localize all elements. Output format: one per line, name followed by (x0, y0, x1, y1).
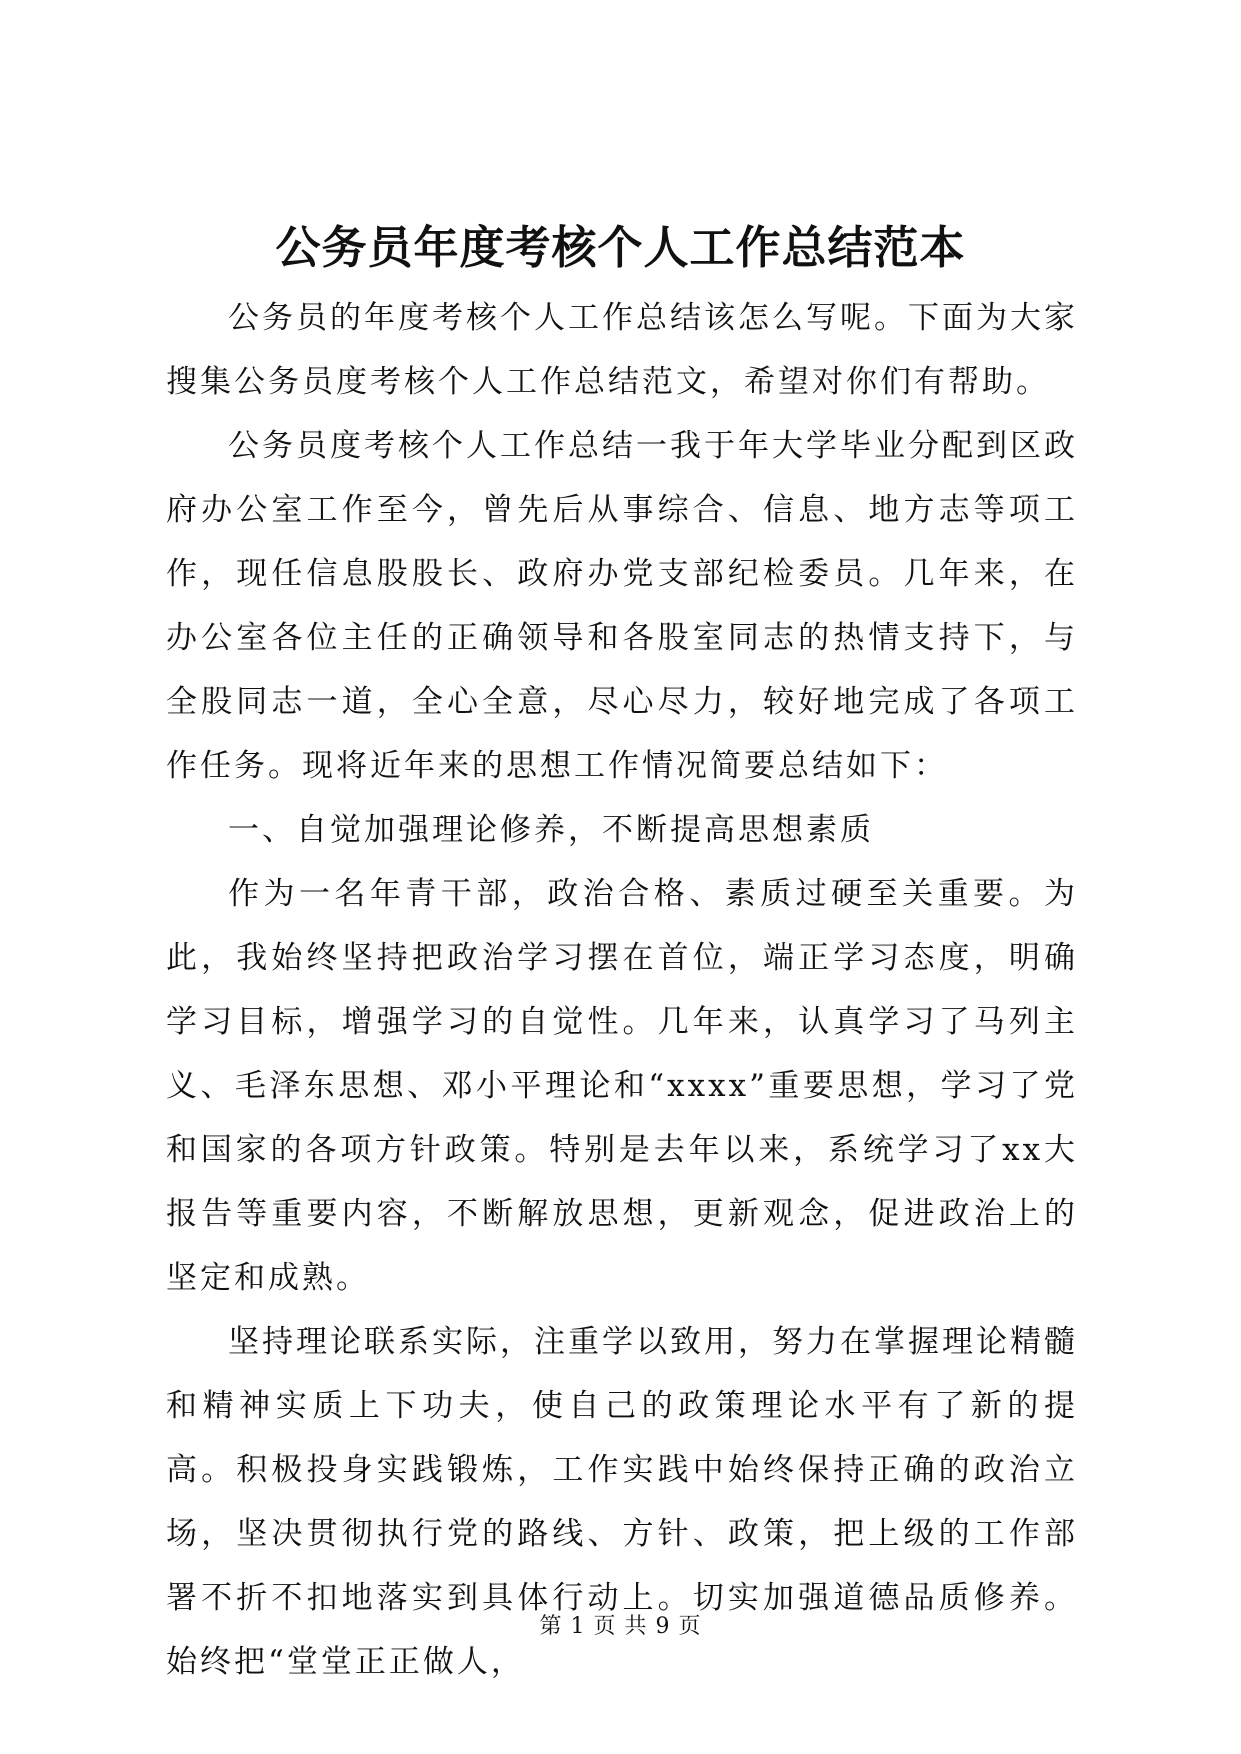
document-title: 公务员年度考核个人工作总结范本 (275, 221, 966, 274)
paragraph-intro: 公务员的年度考核个人工作总结该怎么写呢。下面为大家搜集公务员度考核个人工作总结范文，希望对你们有帮助。 (166, 300, 1078, 400)
page-footer: 第 1 页 共 9 页 (539, 1614, 702, 1639)
paragraph-political-study: 作为一名年青干部，政治合格、素质过硬至关重要。为此，我始终坚持把政治学习摆在首位，端正学习态度，明确学习目标，增强学习的自觉性。几年来，认真学习了马列主义、毛泽东思想、邓小平理论和“xxxx”重要思想，学习了党和国家的各项方针政策。特别是去年以来，系统学习了xx大报告等重要内容，不断解放思想，更新观念，促进政治上的坚定和成熟。 (166, 876, 1078, 1296)
paragraph-theory-practice: 坚持理论联系实际，注重学以致用，努力在掌握理论精髓和精神实质上下功夫，使自己的政策理论水平有了新的提高。积极投身实践锻炼，工作实践中始终保持正确的政治立场，坚决贯彻执行党的路线、方针、政策，把上级的工作部署不折不扣地落实到具体行动上。切实加强道德品质修养。始终把“堂堂正正做人， (166, 1324, 1078, 1680)
paragraph-summary-one: 公务员度考核个人工作总结一我于年大学毕业分配到区政府办公室工作至今，曾先后从事综合、信息、地方志等项工作，现任信息股股长、政府办党支部纪检委员。几年来，在办公室各位主任的正确领导和各股室同志的热情支持下，与全股同志一道，全心全意，尽心尽力，较好地完成了各项工作任务。现将近年来的思想工作情况简要总结如下： (166, 428, 1078, 784)
section-heading-one: 一、自觉加强理论修养，不断提高思想素质 (228, 812, 874, 848)
document-body (166, 286, 1078, 1694)
